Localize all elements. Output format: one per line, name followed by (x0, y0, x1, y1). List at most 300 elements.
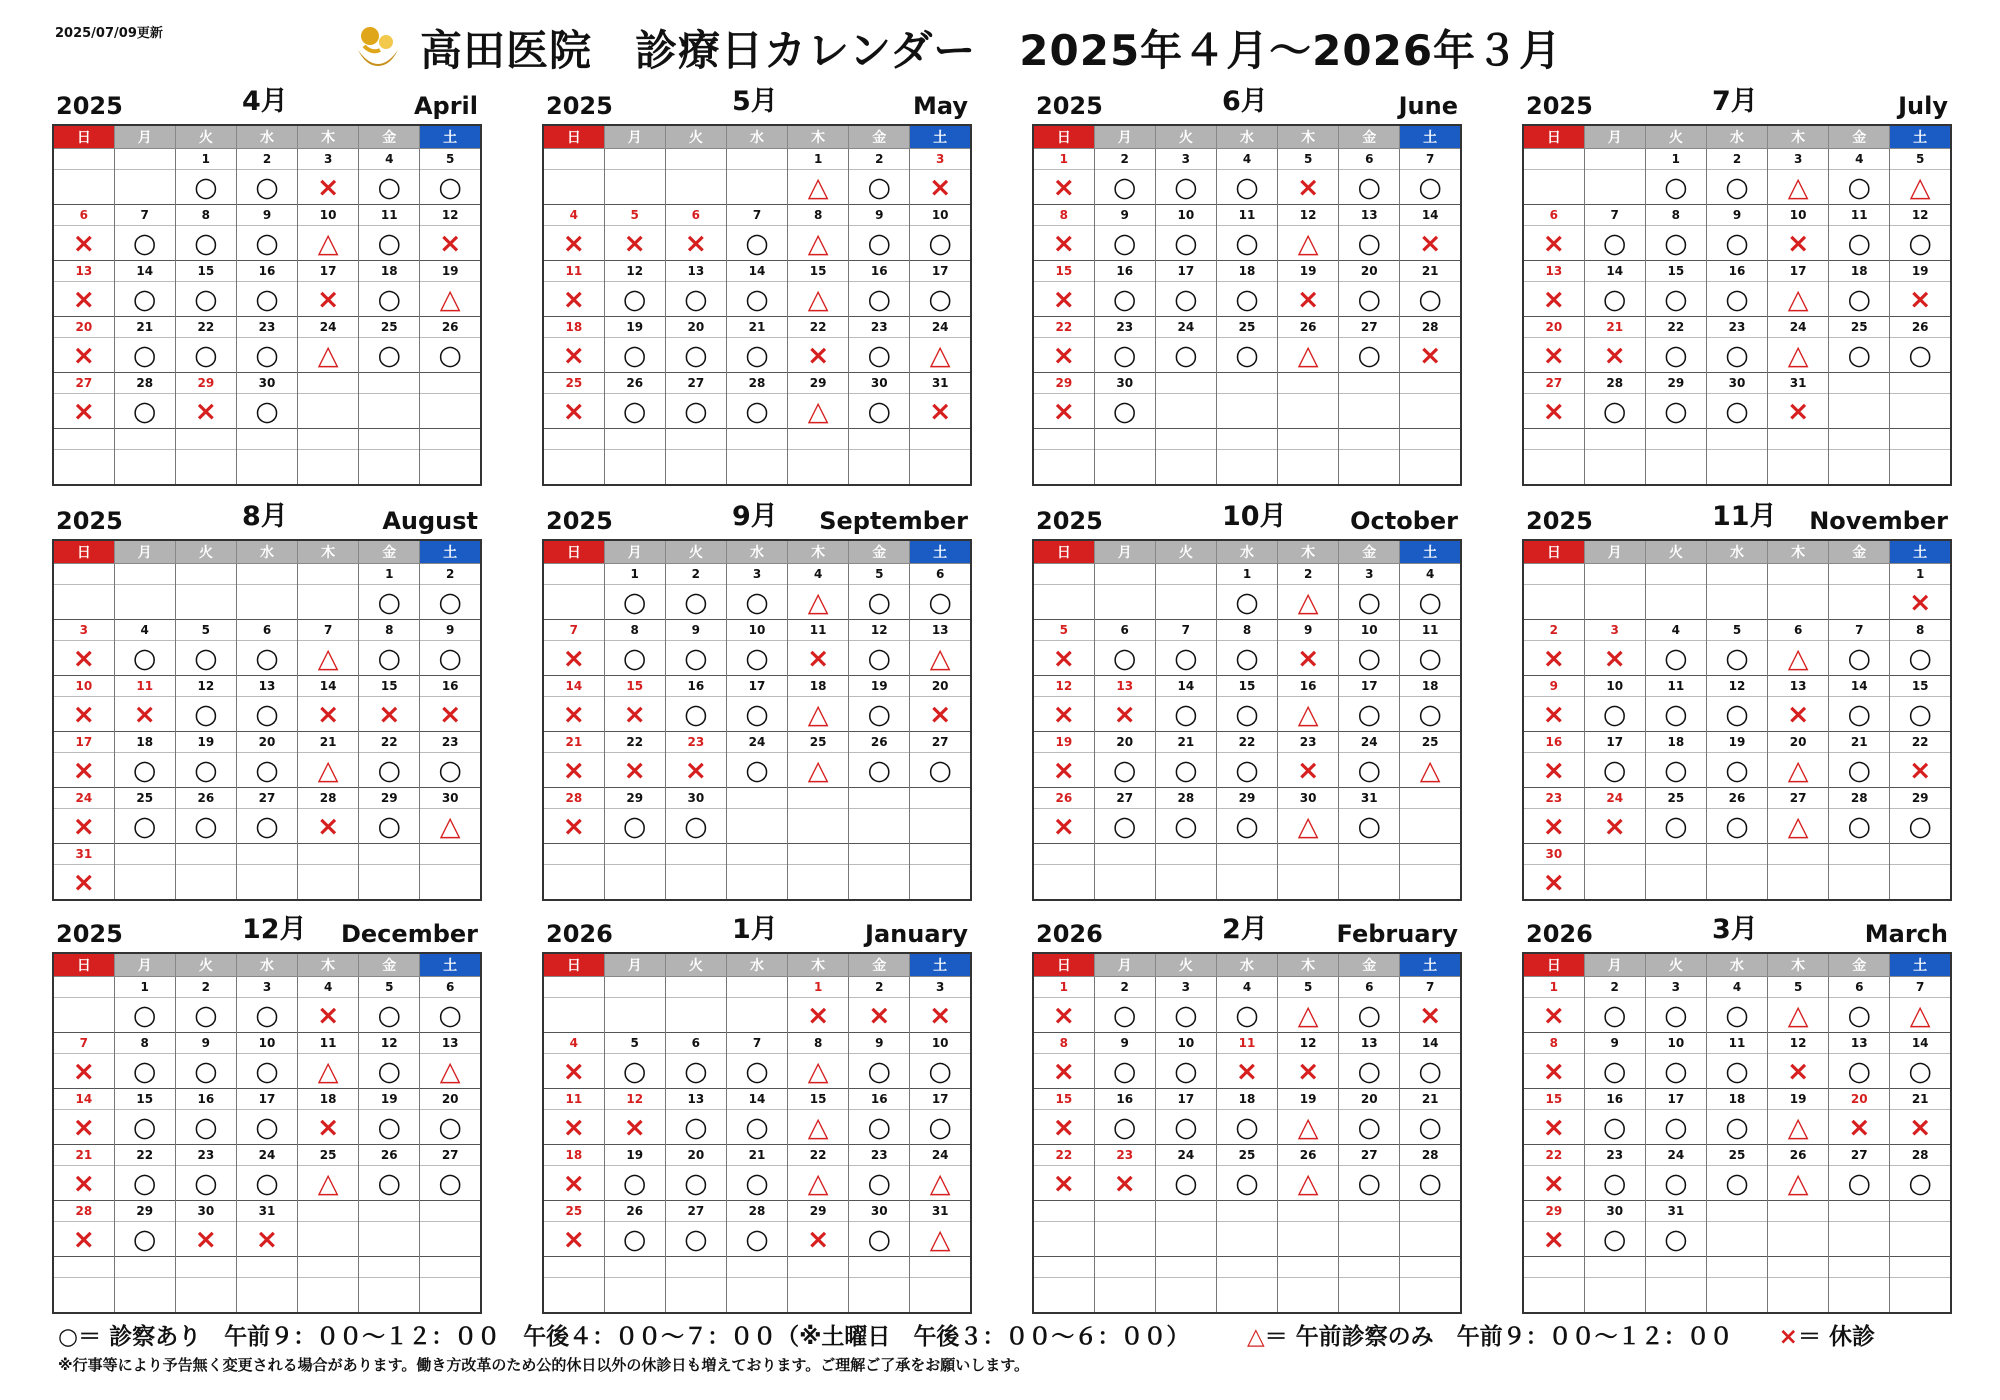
status-row (543, 1278, 971, 1314)
am-only-triangle-icon: △ (1278, 697, 1339, 732)
empty-cell (849, 865, 910, 901)
date-row (543, 1145, 971, 1166)
empty-cell (788, 450, 849, 486)
open-circle-icon: ○ (1216, 753, 1277, 788)
status-row (1523, 809, 1951, 844)
date-row (1523, 676, 1951, 697)
day-number (1155, 373, 1216, 394)
status-row (543, 170, 971, 205)
weekday-header: 木 (1768, 953, 1829, 977)
date-row (53, 1033, 481, 1054)
open-circle-icon: ○ (1155, 1054, 1216, 1089)
am-only-triangle-icon: △ (1768, 170, 1829, 205)
open-circle-icon: ○ (726, 1166, 787, 1201)
day-number: 13 (53, 261, 114, 282)
closed-cross-icon: × (1768, 697, 1829, 732)
weekday-header: 土 (1890, 125, 1951, 149)
day-number: 5 (1278, 977, 1339, 998)
day-number: 28 (1829, 788, 1890, 809)
empty-cell (1094, 450, 1155, 486)
status-row (1033, 226, 1461, 261)
status-row (1033, 338, 1461, 373)
month-calendar (52, 497, 482, 901)
month-year: 2025 (1526, 92, 1593, 120)
day-number (53, 149, 114, 170)
day-number: 26 (1768, 1145, 1829, 1166)
empty-cell (543, 585, 604, 620)
am-only-triangle-icon: △ (420, 1054, 481, 1089)
day-number: 3 (726, 564, 787, 585)
day-number: 26 (1890, 317, 1951, 338)
date-row (1523, 317, 1951, 338)
open-circle-icon: ○ (1706, 338, 1767, 373)
day-number: 29 (1216, 788, 1277, 809)
open-circle-icon: ○ (1890, 697, 1951, 732)
empty-cell (726, 450, 787, 486)
day-number (1278, 844, 1339, 865)
open-circle-icon: ○ (1706, 170, 1767, 205)
day-number: 4 (359, 149, 420, 170)
open-circle-icon: ○ (1829, 282, 1890, 317)
day-number: 17 (236, 1089, 297, 1110)
day-number: 23 (849, 317, 910, 338)
open-circle-icon: ○ (175, 998, 236, 1033)
open-circle-icon: ○ (175, 338, 236, 373)
empty-cell (298, 585, 359, 620)
day-number: 23 (1584, 1145, 1645, 1166)
day-number: 31 (910, 373, 971, 394)
date-row (543, 149, 971, 170)
day-number: 25 (1829, 317, 1890, 338)
day-number: 11 (1829, 205, 1890, 226)
weekday-header: 月 (1584, 125, 1645, 149)
weekday-header: 月 (114, 953, 175, 977)
month-name-jp: 7月 (1712, 86, 1758, 117)
empty-cell (910, 809, 971, 844)
closed-cross-icon: × (1523, 641, 1584, 676)
empty-cell (543, 170, 604, 205)
date-row (1523, 844, 1951, 865)
open-circle-icon: ○ (175, 1054, 236, 1089)
day-number (298, 564, 359, 585)
empty-cell (1768, 1278, 1829, 1314)
day-number (849, 844, 910, 865)
date-row (1523, 1201, 1951, 1222)
date-row (543, 373, 971, 394)
status-row (1523, 641, 1951, 676)
weekday-header: 日 (1033, 540, 1094, 564)
closed-cross-icon: × (910, 697, 971, 732)
weekday-header: 火 (665, 953, 726, 977)
month-name-jp: 11月 (1712, 501, 1777, 532)
day-number (175, 1257, 236, 1278)
day-number: 12 (604, 1089, 665, 1110)
weekday-header: 火 (1645, 540, 1706, 564)
day-number (1523, 564, 1584, 585)
closed-cross-icon: × (1278, 170, 1339, 205)
day-number: 8 (359, 620, 420, 641)
status-row (53, 282, 481, 317)
month-name-jp: 12月 (242, 914, 307, 945)
open-circle-icon: ○ (114, 282, 175, 317)
am-only-triangle-icon: △ (788, 697, 849, 732)
day-number: 30 (665, 788, 726, 809)
day-number: 5 (420, 149, 481, 170)
day-number: 26 (359, 1145, 420, 1166)
day-number: 6 (1523, 205, 1584, 226)
day-number: 25 (543, 373, 604, 394)
empty-cell (1339, 1278, 1400, 1314)
closed-cross-icon: × (1278, 753, 1339, 788)
closed-cross-icon: × (1033, 809, 1094, 844)
day-number: 25 (1216, 1145, 1277, 1166)
day-number: 8 (1216, 620, 1277, 641)
weekday-header: 土 (1400, 540, 1461, 564)
day-number: 17 (910, 261, 971, 282)
status-row (1033, 450, 1461, 486)
open-circle-icon: ○ (1094, 226, 1155, 261)
month-name-en: April (413, 92, 478, 120)
open-circle-icon: ○ (1339, 697, 1400, 732)
open-circle-icon: ○ (1094, 1054, 1155, 1089)
empty-cell (298, 1222, 359, 1257)
open-circle-icon: ○ (1829, 697, 1890, 732)
day-number: 10 (1339, 620, 1400, 641)
open-circle-icon: ○ (849, 170, 910, 205)
open-circle-icon: ○ (1339, 1054, 1400, 1089)
status-row (543, 338, 971, 373)
open-circle-icon: ○ (1155, 809, 1216, 844)
day-number: 25 (1216, 317, 1277, 338)
date-row (1033, 205, 1461, 226)
am-only-triangle-icon: △ (1768, 1166, 1829, 1201)
date-row (543, 317, 971, 338)
open-circle-icon: ○ (910, 1054, 971, 1089)
open-circle-icon: ○ (420, 585, 481, 620)
day-number (1155, 564, 1216, 585)
month-table (542, 952, 972, 1314)
weekday-header: 土 (910, 540, 971, 564)
closed-cross-icon: × (53, 1222, 114, 1257)
month-calendar (542, 82, 972, 486)
month-table (542, 539, 972, 901)
closed-cross-icon: × (1033, 282, 1094, 317)
open-circle-icon: ○ (1829, 1166, 1890, 1201)
day-number: 30 (1523, 844, 1584, 865)
day-number: 10 (910, 1033, 971, 1054)
day-number: 3 (298, 149, 359, 170)
weekday-header: 火 (175, 125, 236, 149)
day-number: 17 (726, 676, 787, 697)
weekday-header: 金 (1339, 953, 1400, 977)
empty-cell (1216, 865, 1277, 901)
day-number (1584, 1257, 1645, 1278)
open-circle-icon: ○ (849, 282, 910, 317)
open-circle-icon: ○ (1706, 1166, 1767, 1201)
calendar-grid (52, 82, 1964, 1307)
day-number: 5 (604, 1033, 665, 1054)
day-number: 11 (359, 205, 420, 226)
empty-cell (114, 450, 175, 486)
status-row (543, 1166, 971, 1201)
date-row (543, 977, 971, 998)
day-number: 24 (1155, 317, 1216, 338)
open-circle-icon: ○ (665, 1110, 726, 1145)
closed-cross-icon: × (53, 1054, 114, 1089)
empty-cell (665, 170, 726, 205)
day-number (114, 149, 175, 170)
date-row (1033, 788, 1461, 809)
weekday-header: 火 (1155, 125, 1216, 149)
date-row (1033, 149, 1461, 170)
status-row (543, 226, 971, 261)
am-only-triangle-icon: △ (1278, 809, 1339, 844)
weekday-header: 月 (114, 125, 175, 149)
day-number: 25 (1400, 732, 1461, 753)
day-number: 7 (53, 1033, 114, 1054)
day-number: 22 (175, 317, 236, 338)
closed-cross-icon: × (1094, 697, 1155, 732)
day-number: 30 (849, 373, 910, 394)
empty-cell (1706, 450, 1767, 486)
open-circle-icon: ○ (1706, 1054, 1767, 1089)
open-circle-icon: ○ (1155, 1110, 1216, 1145)
status-row (543, 282, 971, 317)
weekday-header: 火 (1155, 540, 1216, 564)
open-circle-icon: ○ (420, 1166, 481, 1201)
weekday-header: 日 (543, 953, 604, 977)
month-header (542, 82, 972, 124)
day-number: 16 (236, 261, 297, 282)
closed-cross-icon: × (1829, 1110, 1890, 1145)
open-circle-icon: ○ (236, 641, 297, 676)
open-circle-icon: ○ (1216, 282, 1277, 317)
empty-cell (604, 865, 665, 901)
closed-cross-icon: × (1890, 753, 1951, 788)
open-circle-icon: ○ (1400, 1166, 1461, 1201)
closed-cross-icon: × (1523, 998, 1584, 1033)
day-number: 29 (1523, 1201, 1584, 1222)
empty-cell (726, 865, 787, 901)
date-row (1523, 564, 1951, 585)
day-number: 7 (726, 205, 787, 226)
day-number (236, 1257, 297, 1278)
status-row (543, 1110, 971, 1145)
month-name-jp: 9月 (732, 501, 778, 532)
empty-cell (1829, 1278, 1890, 1314)
closed-cross-icon: × (1033, 697, 1094, 732)
day-number: 28 (1400, 1145, 1461, 1166)
day-number: 9 (1094, 1033, 1155, 1054)
month-calendar (1522, 82, 1952, 486)
day-number: 3 (910, 977, 971, 998)
open-circle-icon: ○ (665, 338, 726, 373)
month-name-jp: 8月 (242, 501, 288, 532)
day-number: 10 (236, 1033, 297, 1054)
status-row (1033, 585, 1461, 620)
open-circle-icon: ○ (1216, 809, 1277, 844)
day-number: 3 (1339, 564, 1400, 585)
day-number: 9 (175, 1033, 236, 1054)
weekday-header: 土 (420, 953, 481, 977)
day-number: 4 (543, 1033, 604, 1054)
day-number: 28 (1400, 317, 1461, 338)
open-circle-icon: ○ (114, 998, 175, 1033)
day-number: 25 (298, 1145, 359, 1166)
empty-cell (1890, 394, 1951, 429)
day-number (604, 844, 665, 865)
day-number: 13 (1339, 205, 1400, 226)
day-number (1400, 1257, 1461, 1278)
empty-cell (420, 865, 481, 901)
status-row (53, 998, 481, 1033)
day-number: 5 (1706, 620, 1767, 641)
open-circle-icon: ○ (1584, 1110, 1645, 1145)
am-only-triangle-icon: △ (298, 226, 359, 261)
day-number (1829, 429, 1890, 450)
closed-cross-icon: × (1890, 1110, 1951, 1145)
am-only-triangle-icon: △ (910, 641, 971, 676)
empty-cell (1216, 450, 1277, 486)
status-row (53, 170, 481, 205)
day-number (53, 429, 114, 450)
open-circle-icon: ○ (1216, 170, 1277, 205)
day-number: 16 (420, 676, 481, 697)
am-only-triangle-icon: △ (910, 1222, 971, 1257)
empty-cell (849, 1278, 910, 1314)
day-number: 7 (114, 205, 175, 226)
closed-cross-icon: × (1400, 338, 1461, 373)
day-number: 18 (788, 676, 849, 697)
day-number: 7 (543, 620, 604, 641)
status-row (1033, 1110, 1461, 1145)
day-number: 19 (604, 1145, 665, 1166)
closed-cross-icon: × (1523, 226, 1584, 261)
empty-cell (726, 809, 787, 844)
date-row (53, 1257, 481, 1278)
day-number: 6 (1829, 977, 1890, 998)
empty-cell (1400, 809, 1461, 844)
day-number: 11 (298, 1033, 359, 1054)
date-row (1033, 429, 1461, 450)
am-only-triangle-icon: △ (1278, 338, 1339, 373)
day-number: 16 (1094, 261, 1155, 282)
day-number: 30 (1094, 373, 1155, 394)
date-row (53, 732, 481, 753)
weekday-header: 水 (1216, 953, 1277, 977)
closed-cross-icon: × (604, 697, 665, 732)
date-row (1033, 676, 1461, 697)
closed-cross-icon: × (1768, 1054, 1829, 1089)
day-number: 20 (910, 676, 971, 697)
closed-cross-icon: × (420, 697, 481, 732)
day-number: 17 (910, 1089, 971, 1110)
open-circle-icon: ○ (665, 1222, 726, 1257)
day-number: 23 (236, 317, 297, 338)
day-number: 4 (1400, 564, 1461, 585)
closed-cross-icon: × (53, 282, 114, 317)
empty-cell (298, 865, 359, 901)
day-number: 4 (1645, 620, 1706, 641)
open-circle-icon: ○ (849, 226, 910, 261)
day-number (1033, 1201, 1094, 1222)
weekday-header: 金 (849, 540, 910, 564)
weekday-header: 水 (726, 953, 787, 977)
day-number: 10 (1155, 205, 1216, 226)
month-header (52, 497, 482, 539)
date-row (543, 1033, 971, 1054)
day-number: 12 (420, 205, 481, 226)
day-number (359, 1257, 420, 1278)
empty-cell (1829, 585, 1890, 620)
day-number: 7 (1584, 205, 1645, 226)
day-number: 29 (1033, 373, 1094, 394)
day-number (1278, 373, 1339, 394)
empty-cell (1094, 1222, 1155, 1257)
empty-cell (1094, 585, 1155, 620)
day-number (543, 429, 604, 450)
day-number: 8 (1523, 1033, 1584, 1054)
day-number (298, 429, 359, 450)
weekday-header: 月 (1584, 540, 1645, 564)
open-circle-icon: ○ (114, 1054, 175, 1089)
empty-cell (726, 1278, 787, 1314)
open-circle-icon: ○ (236, 394, 297, 429)
open-circle-icon: ○ (359, 226, 420, 261)
weekday-header: 日 (1523, 540, 1584, 564)
open-circle-icon: ○ (849, 338, 910, 373)
weekday-header: 木 (1768, 540, 1829, 564)
date-row (1523, 429, 1951, 450)
open-circle-icon: ○ (849, 1054, 910, 1089)
weekday-header: 水 (1216, 125, 1277, 149)
day-number: 31 (53, 844, 114, 865)
date-row (543, 676, 971, 697)
status-row (543, 753, 971, 788)
status-row (53, 394, 481, 429)
empty-cell (1829, 1222, 1890, 1257)
day-number: 13 (236, 676, 297, 697)
month-name-en: October (1350, 507, 1458, 535)
open-circle-icon: ○ (359, 998, 420, 1033)
open-circle-icon: ○ (1890, 641, 1951, 676)
status-row (1523, 170, 1951, 205)
open-circle-icon: ○ (1706, 226, 1767, 261)
month-year: 2025 (1036, 507, 1103, 535)
month-table (1522, 124, 1952, 486)
day-number: 16 (1278, 676, 1339, 697)
day-number: 5 (175, 620, 236, 641)
day-number: 4 (298, 977, 359, 998)
day-number (175, 429, 236, 450)
day-number: 22 (788, 1145, 849, 1166)
date-row (1033, 261, 1461, 282)
day-number: 28 (726, 373, 787, 394)
date-row (53, 373, 481, 394)
day-number: 8 (604, 620, 665, 641)
open-circle-icon: ○ (604, 394, 665, 429)
weekday-header: 土 (1400, 125, 1461, 149)
day-number: 20 (1768, 732, 1829, 753)
empty-cell (359, 394, 420, 429)
empty-cell (1033, 450, 1094, 486)
empty-cell (849, 809, 910, 844)
day-number: 25 (1645, 788, 1706, 809)
day-number: 16 (1094, 1089, 1155, 1110)
open-circle-icon: ○ (849, 394, 910, 429)
day-number: 21 (298, 732, 359, 753)
weekday-header: 日 (543, 540, 604, 564)
